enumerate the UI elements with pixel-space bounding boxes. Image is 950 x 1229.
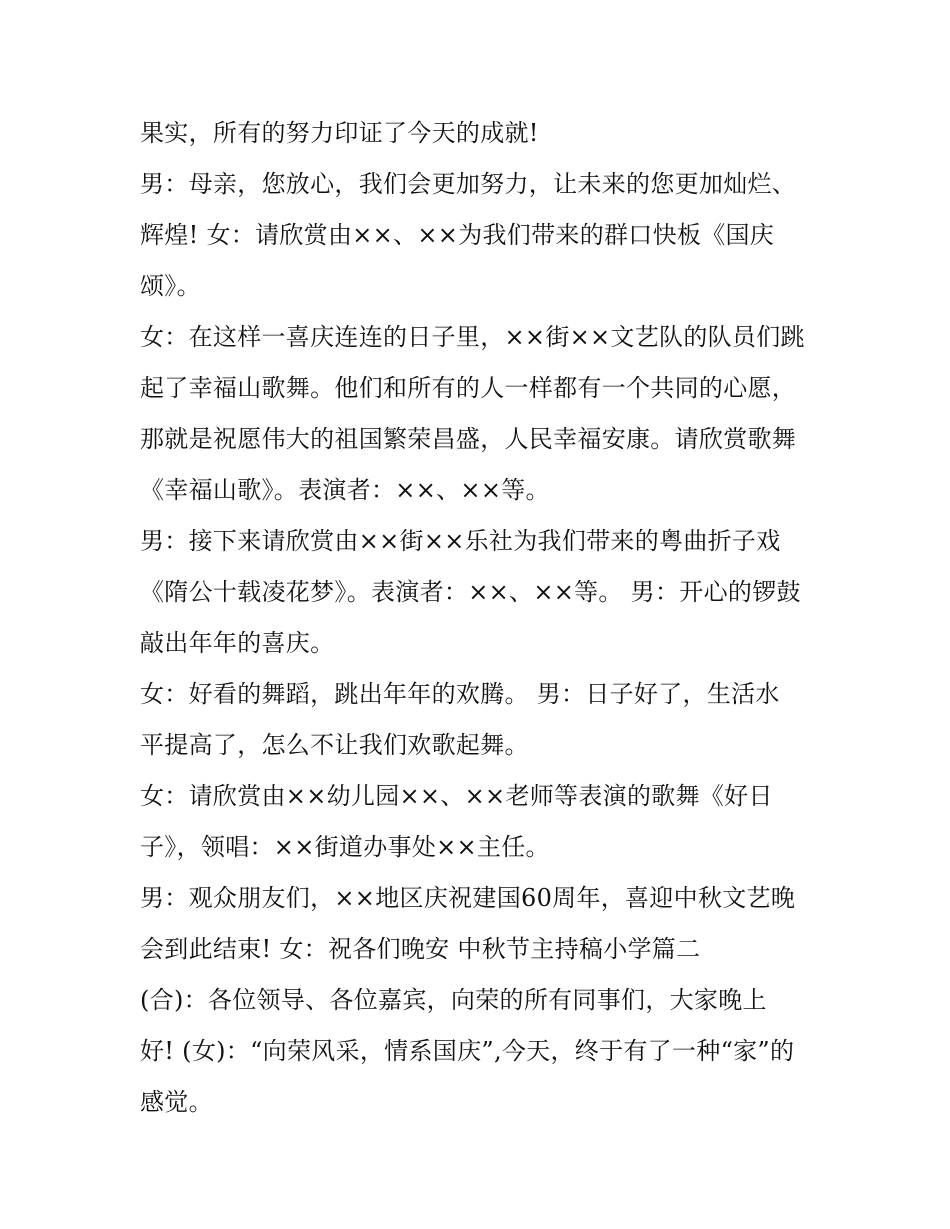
text-line: 男：观众朋友们，××地区庆祝建国60周年，喜迎中秋文艺晚 [140, 884, 796, 912]
text-line: 颂》。 [140, 272, 201, 300]
text-line: 会到此结束! 女：祝各们晚安 中秋节主持稿小学篇二 [140, 935, 701, 963]
text-line: 敲出年年的喜庆。 [140, 629, 335, 657]
text-line: 《幸福山歌》。表演者：××、××等。 [140, 476, 550, 504]
text-line: 感觉。 [140, 1088, 213, 1116]
text-line: 好! (女)：“向荣风采，情系国庆”,今天，终于有了一种“家”的 [140, 1037, 795, 1065]
text-line: 子》，领唱：××街道办事处××主任。 [140, 833, 550, 861]
text-line: 男：母亲，您放心，我们会更加努力，让未来的您更加灿烂、 [140, 170, 797, 198]
text-line: 那就是祝愿伟大的祖国繁荣昌盛，人民幸福安康。请欣赏歌舞 [140, 425, 797, 453]
text-line: 平提高了，怎么不让我们欢歌起舞。 [140, 731, 529, 759]
text-line: 女：请欣赏由××幼儿园××、××老师等表演的歌舞《好日 [140, 782, 773, 810]
text-line: 起了幸福山歌舞。他们和所有的人一样都有一个共同的心愿， [140, 374, 797, 402]
text-line: 男：接下来请欣赏由××街××乐社为我们带来的粤曲折子戏 [140, 527, 781, 555]
text-line: 女：好看的舞蹈，跳出年年的欢腾。 男：日子好了，生活水 [140, 680, 780, 708]
text-line: 女：在这样一喜庆连连的日子里，××街××文艺队的队员们跳 [140, 323, 805, 351]
document-body [140, 108, 830, 1128]
text-line: (合)：各位领导、各位嘉宾，向荣的所有同事们，大家晚上 [140, 986, 767, 1014]
text-line: 辉煌! 女：请欣赏由××、××为我们带来的群口快板《国庆 [140, 221, 775, 249]
text-line: 《隋公十载凌花梦》。表演者：××、××等。 男：开心的锣鼓 [140, 578, 801, 606]
text-line: 果实，所有的努力印证了今天的成就! [140, 119, 539, 147]
